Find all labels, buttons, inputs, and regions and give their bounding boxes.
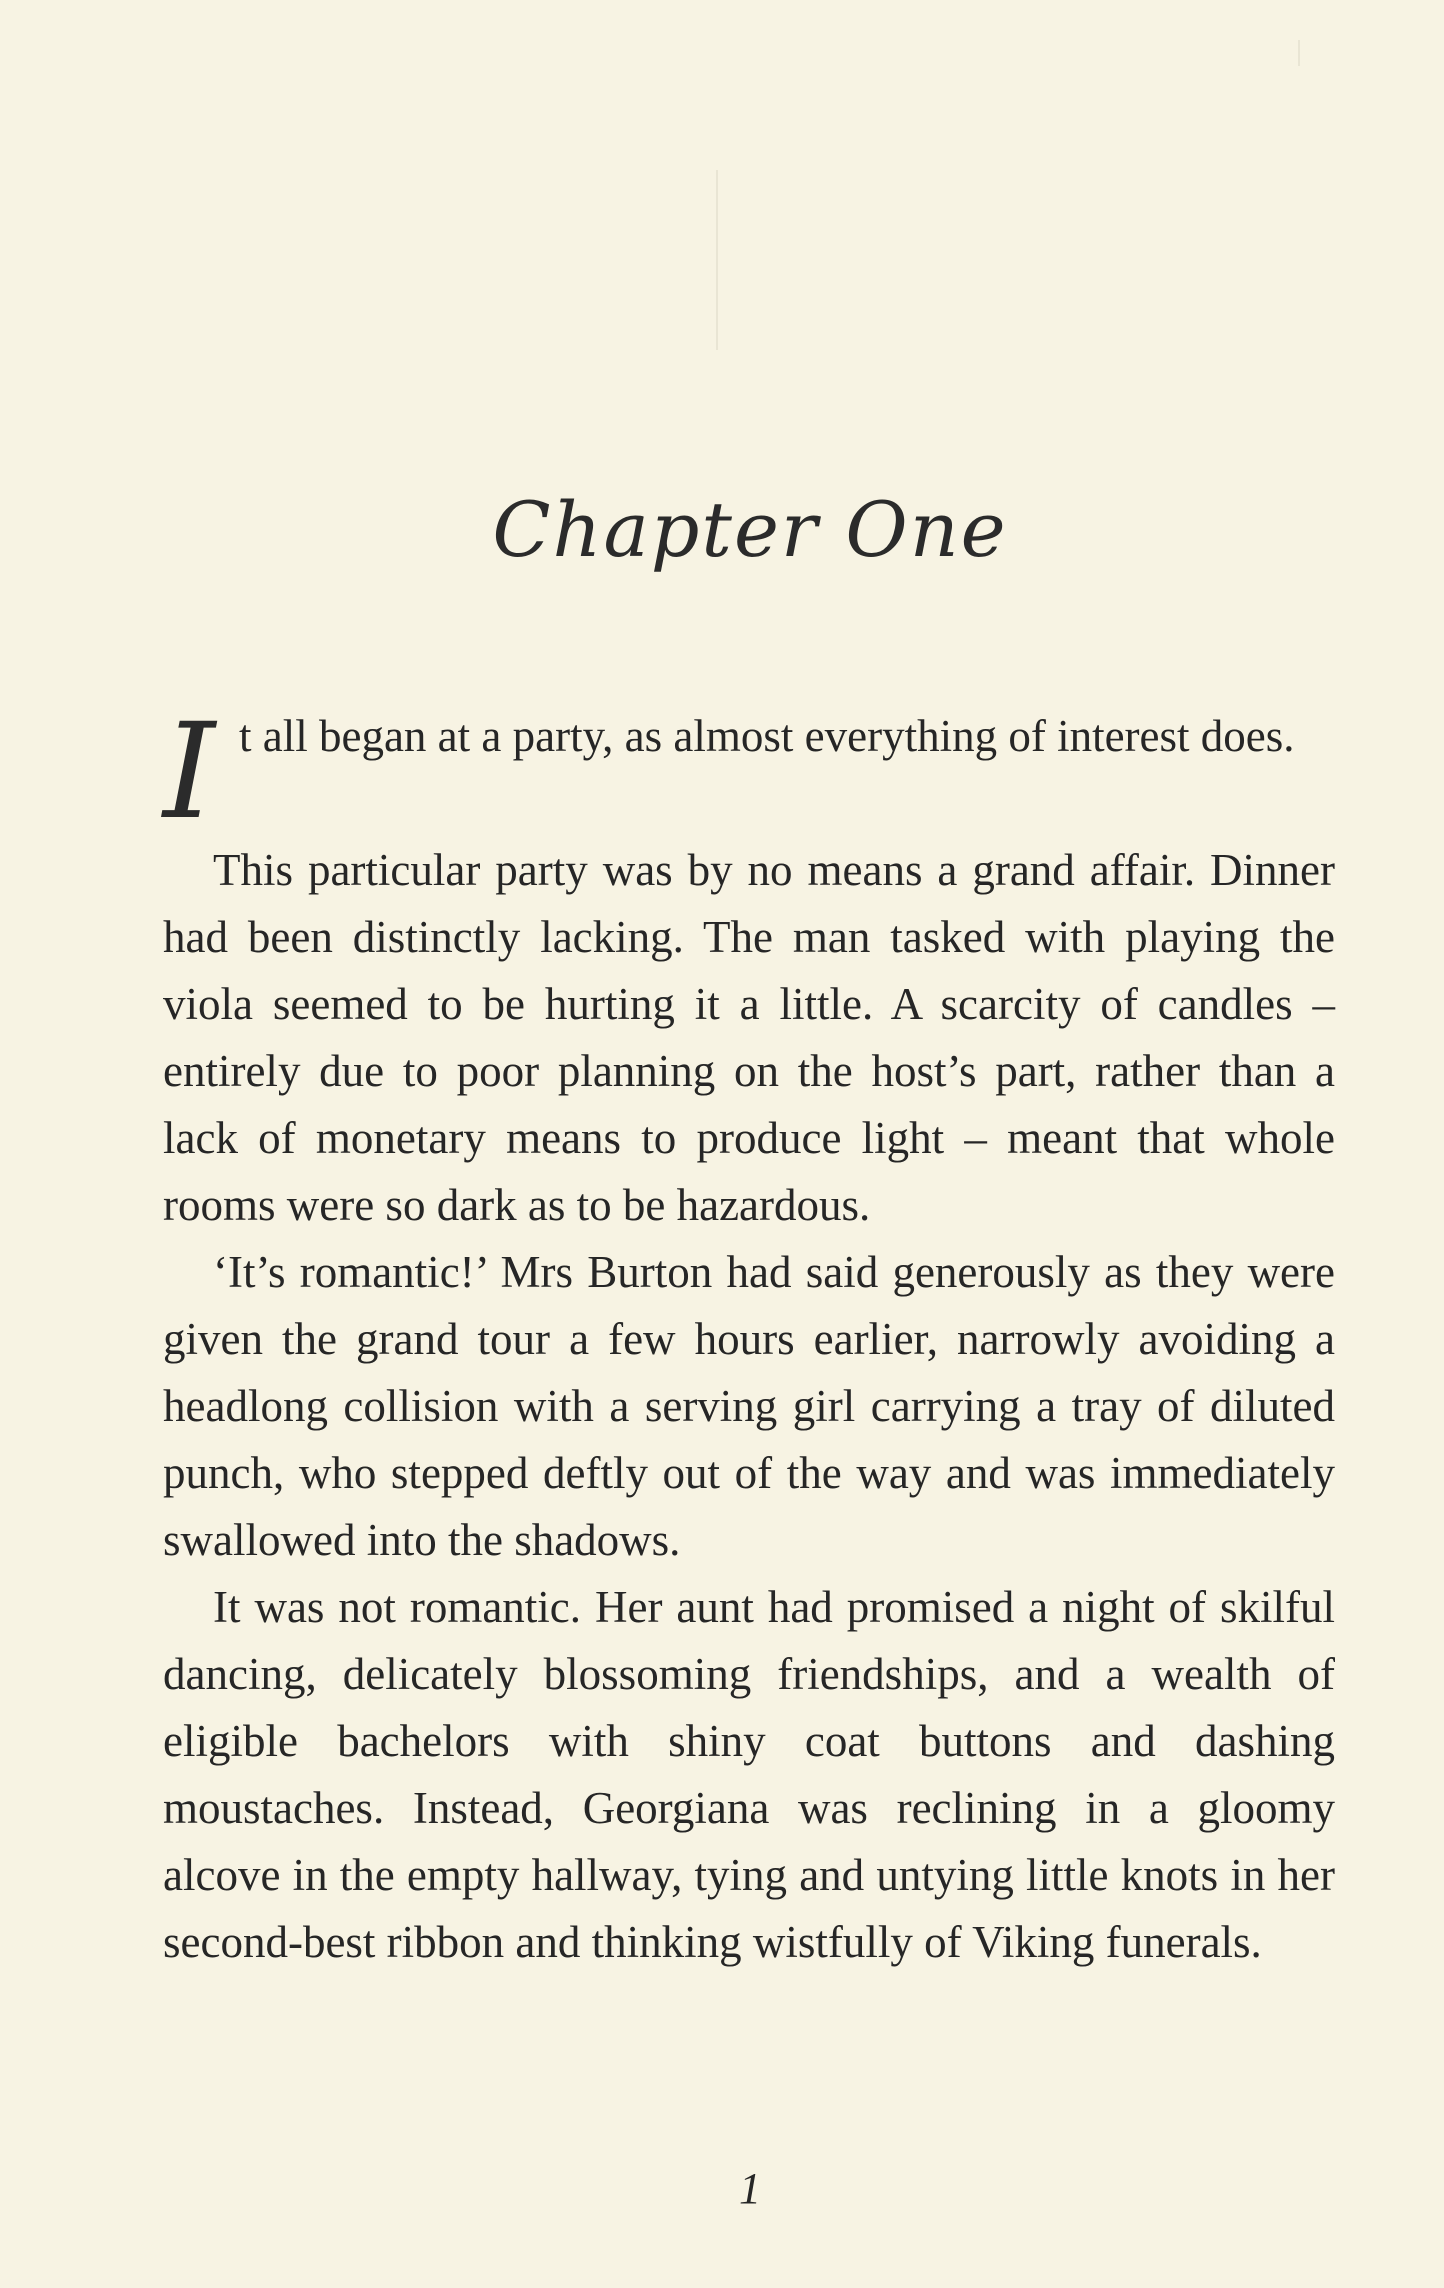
paragraph: This particular party was by no means a grand affair. Dinner had been distinctly lacking. The man tasked with playing the viola seemed to be hurting it a little. A scarcity of candles – entirely due to poor planning on the host’s part, rather than a lack of monetary means to produce light – meant that whole rooms were so dark as to be hazardous. <box>163 845 1335 1230</box>
scan-shadow <box>1298 40 1300 66</box>
drop-cap: I <box>163 695 216 849</box>
chapter-title: Chapter One <box>492 485 1008 574</box>
page-number: 1 <box>739 2164 761 2213</box>
body-text <box>163 837 1335 1976</box>
opening-text: t all began at a party, as almost everything of interest does. <box>239 711 1295 761</box>
scan-shadow <box>716 170 718 350</box>
paragraph: ‘It’s romantic!’ Mrs Burton had said generously as they were given the grand tour a few hours earlier, narrowly avoiding a headlong collision with a serving girl carrying a tray of diluted punch, who stepped deftly out of the way and was immediately swallowed into the shadows. <box>163 1247 1335 1565</box>
opening-paragraph <box>163 695 1335 849</box>
paragraph: It was not romantic. Her aunt had promised a night of skilful dancing, delicately blossoming friendships, and a wealth of eligible bachelors with shiny coat buttons and dashing moustaches. Instead, Georgiana was reclining in a gloomy alcove in the empty hallway, tying and untying little knots in her second-best ribbon and thinking wistfully of Viking funerals. <box>163 1582 1335 1967</box>
